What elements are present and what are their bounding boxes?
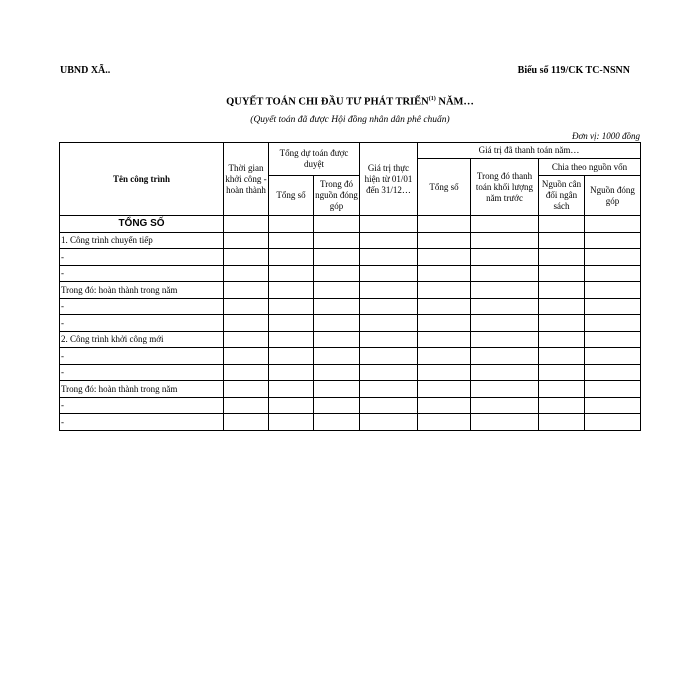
row-value-cell [314,216,360,233]
row-value-cell [224,397,269,414]
row-value-cell [539,265,585,282]
row-value-cell [314,364,360,381]
row-value-cell [539,249,585,266]
row-value-cell [269,348,314,365]
row-value-cell [224,282,269,299]
row-name: 2. Công trình khởi công mới [60,331,224,348]
row-value-cell [471,397,539,414]
table-row [60,381,641,398]
title-footnote-mark: (1) [428,96,436,102]
row-name: Trong đó: hoàn thành trong năm [60,381,224,398]
row-value-cell [360,414,418,431]
row-value-cell [585,364,641,381]
row-value-cell [269,298,314,315]
row-value-cell [539,298,585,315]
row-value-cell [269,232,314,249]
table-row [60,315,641,332]
row-name: Trong đó: hoàn thành trong năm [60,282,224,299]
row-value-cell [224,265,269,282]
row-value-cell [418,348,471,365]
row-value-cell [471,282,539,299]
table-row [60,298,641,315]
row-value-cell [418,414,471,431]
row-value-cell [539,331,585,348]
row-value-cell [360,397,418,414]
row-value-cell [224,216,269,233]
table-row [60,265,641,282]
col-paid-total: Tổng số [418,159,471,216]
report-title-suffix: NĂM… [435,96,474,108]
row-value-cell [224,315,269,332]
row-value-cell [471,298,539,315]
row-value-cell [471,232,539,249]
row-value-cell [585,232,641,249]
table-row [60,249,641,266]
row-value-cell [418,265,471,282]
row-value-cell [360,298,418,315]
row-value-cell [314,397,360,414]
row-value-cell [418,298,471,315]
form-number: Biểu số 119/CK TC-NSNN [517,65,630,76]
row-value-cell [269,249,314,266]
row-name: TỔNG SỐ [60,216,224,233]
row-value-cell [585,414,641,431]
row-value-cell [360,331,418,348]
report-title [0,96,700,108]
row-value-cell [585,282,641,299]
row-name: 1. Công trình chuyển tiếp [60,232,224,249]
row-value-cell [314,381,360,398]
row-value-cell [360,232,418,249]
row-value-cell [539,216,585,233]
row-value-cell [585,348,641,365]
table-body [60,216,641,431]
row-value-cell [224,298,269,315]
row-value-cell [539,232,585,249]
row-name: - [60,364,224,381]
row-value-cell [314,265,360,282]
row-value-cell [314,315,360,332]
table-row [60,232,641,249]
row-value-cell [471,348,539,365]
row-value-cell [539,348,585,365]
table-row [60,348,641,365]
col-contribution-source: Nguồn đóng góp [585,176,641,216]
row-value-cell [360,364,418,381]
row-value-cell [585,397,641,414]
col-approved-estimate: Tổng dự toán được duyệt [269,143,360,176]
row-value-cell [471,331,539,348]
row-name: - [60,298,224,315]
row-value-cell [585,249,641,266]
row-value-cell [585,315,641,332]
row-value-cell [539,282,585,299]
report-subtitle: (Quyết toán đã được Hội đồng nhân dân phê chuẩn) [250,115,450,125]
row-value-cell [585,298,641,315]
row-value-cell [539,381,585,398]
row-name: - [60,414,224,431]
row-value-cell [314,298,360,315]
col-budget-source: Nguồn cân đối ngân sách [539,176,585,216]
col-paid-value: Giá trị đã thanh toán năm… [418,143,641,159]
col-estimate-contribution: Trong đó nguồn đóng góp [314,176,360,216]
row-value-cell [360,249,418,266]
col-estimate-total: Tổng số [269,176,314,216]
row-value-cell [471,216,539,233]
row-value-cell [418,282,471,299]
row-value-cell [418,331,471,348]
row-value-cell [269,282,314,299]
row-value-cell [314,249,360,266]
row-value-cell [539,315,585,332]
row-value-cell [360,216,418,233]
row-value-cell [269,397,314,414]
row-value-cell [269,315,314,332]
row-value-cell [314,232,360,249]
row-value-cell [585,216,641,233]
row-value-cell [539,414,585,431]
row-value-cell [418,249,471,266]
row-value-cell [418,364,471,381]
row-value-cell [224,249,269,266]
row-value-cell [360,348,418,365]
table-row [60,282,641,299]
row-value-cell [269,216,314,233]
row-value-cell [360,315,418,332]
row-value-cell [585,381,641,398]
row-value-cell [314,414,360,431]
row-name: - [60,315,224,332]
row-value-cell [471,265,539,282]
row-value-cell [224,364,269,381]
row-value-cell [585,265,641,282]
row-name: - [60,397,224,414]
row-name: - [60,265,224,282]
row-name: - [60,249,224,266]
row-value-cell [471,364,539,381]
row-value-cell [360,265,418,282]
row-value-cell [418,397,471,414]
row-value-cell [539,397,585,414]
row-value-cell [314,331,360,348]
col-project-name: Tên công trình [60,143,224,216]
col-paid-prior-year: Trong đó thanh toán khối lượng năm trước [471,159,539,216]
row-value-cell [471,315,539,332]
row-value-cell [269,414,314,431]
unit-label: Đơn vị: 1000 đồng [571,131,640,141]
row-value-cell [418,216,471,233]
row-value-cell [471,249,539,266]
row-value-cell [269,331,314,348]
row-value-cell [224,232,269,249]
table-row [60,397,641,414]
row-value-cell [314,282,360,299]
row-value-cell [224,414,269,431]
row-value-cell [539,364,585,381]
table-row [60,364,641,381]
row-value-cell [418,232,471,249]
col-start-end-time: Thời gian khởi công - hoàn thành [224,143,269,216]
table-row [60,216,641,233]
org-name: UBND XÃ.. [60,65,111,76]
row-value-cell [360,381,418,398]
row-value-cell [418,315,471,332]
table-row [60,331,641,348]
row-value-cell [585,331,641,348]
report-title-text: QUYẾT TOÁN CHI ĐẦU TƯ PHÁT TRIỂN [226,96,429,108]
row-value-cell [269,364,314,381]
table-row [60,414,641,431]
row-value-cell [269,265,314,282]
col-actual-value: Giá trị thực hiện từ 01/01 đến 31/12… [360,143,418,216]
row-value-cell [471,381,539,398]
row-value-cell [224,381,269,398]
row-value-cell [471,414,539,431]
settlement-table [59,142,641,431]
row-value-cell [269,381,314,398]
row-value-cell [224,331,269,348]
row-value-cell [418,381,471,398]
row-name: - [60,348,224,365]
row-value-cell [360,282,418,299]
col-by-source: Chia theo nguồn vốn [539,159,641,176]
row-value-cell [224,348,269,365]
row-value-cell [314,348,360,365]
